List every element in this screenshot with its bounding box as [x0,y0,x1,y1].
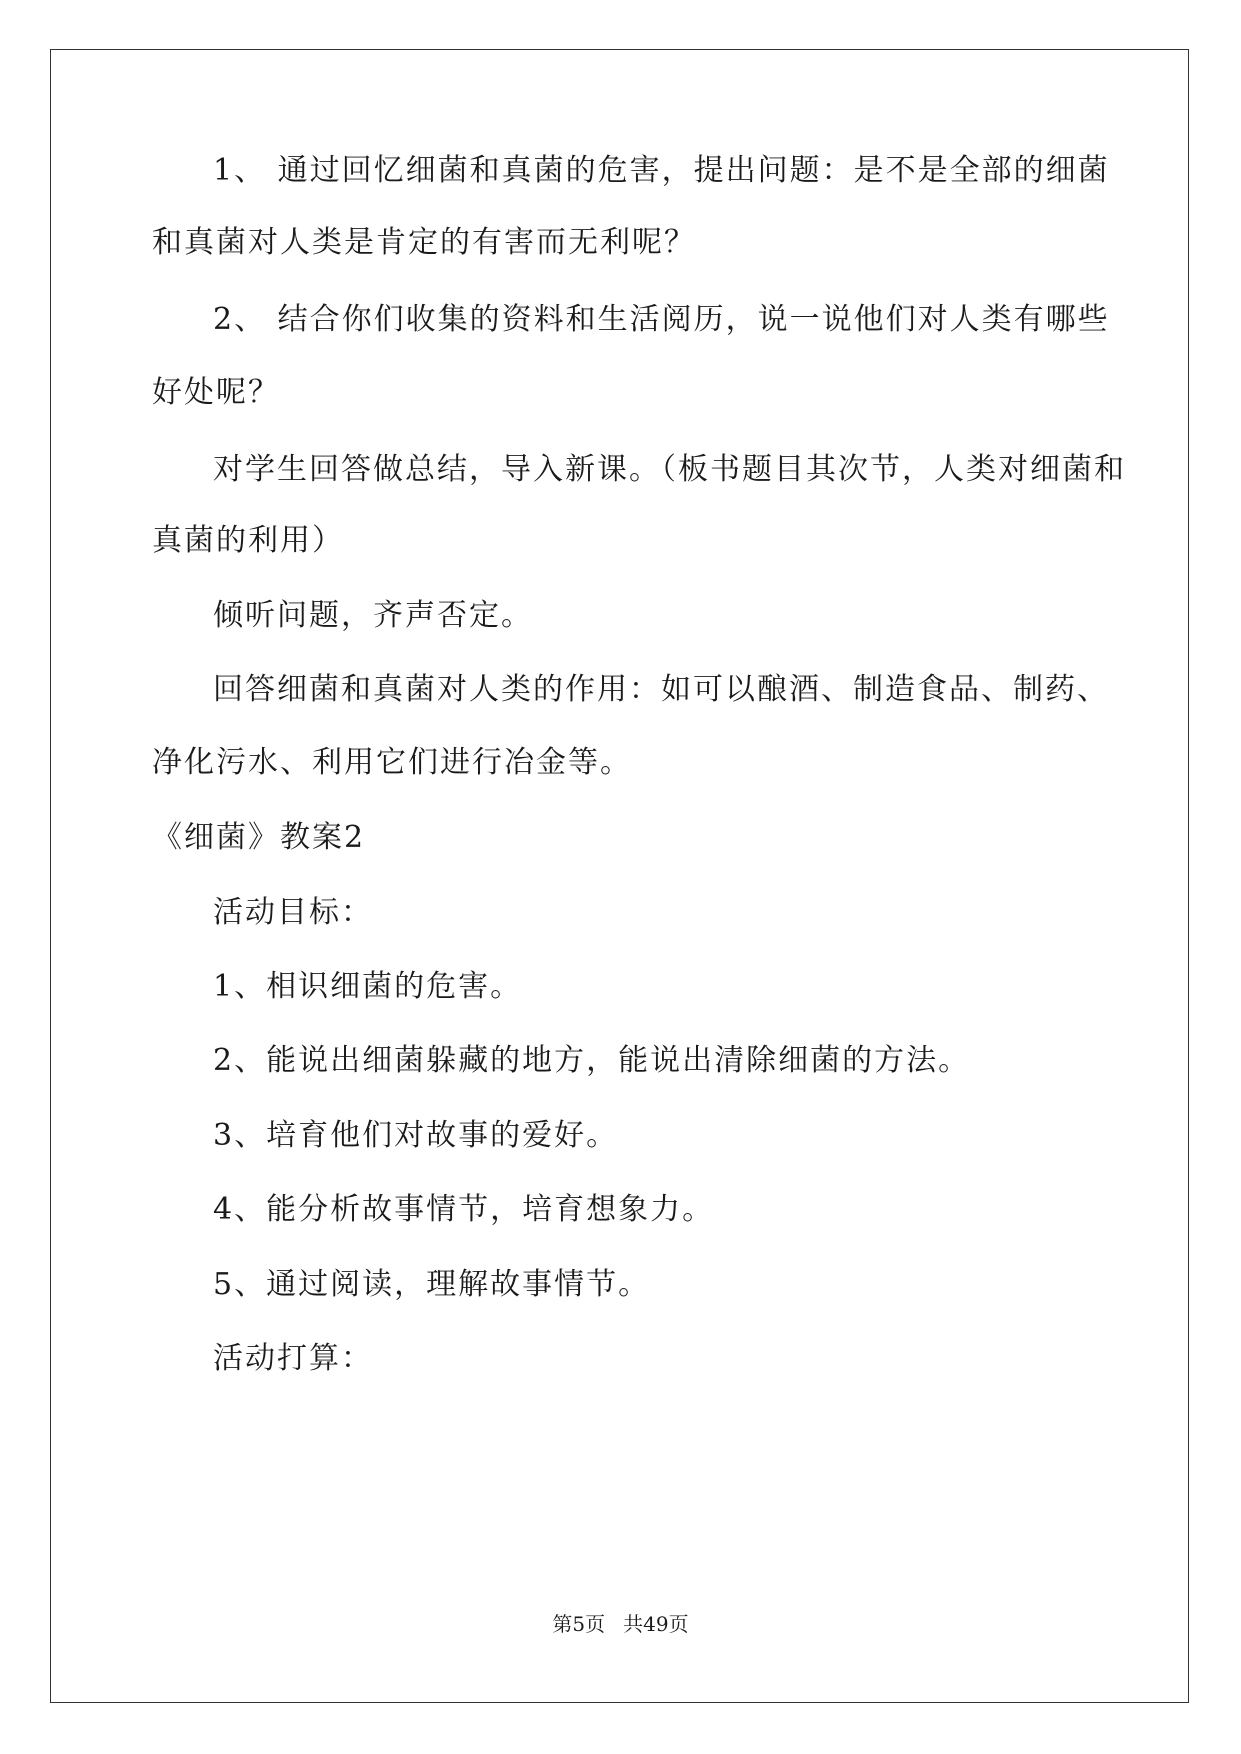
paragraph-1-line-1: 1、 通过回忆细菌和真菌的危害，提出问题：是不是全部的细菌 [213,153,1110,188]
page-border [50,49,1189,1703]
paragraph-5-line-2: 净化污水、利用它们进行冶金等。 [152,745,632,780]
section-heading: 《细菌》教案2 [152,820,366,855]
goal-item-3: 3、培育他们对故事的爱好。 [213,1118,619,1153]
paragraph-2-line-1: 2、 结合你们收集的资料和生活阅历，说一说他们对人类有哪些 [213,302,1110,337]
activity-goals-label: 活动目标： [213,895,373,930]
goal-item-2: 2、能说出细菌躲藏的地方，能说出清除细菌的方法。 [213,1043,971,1078]
paragraph-4: 倾听问题，齐声否定。 [213,598,533,633]
paragraph-5-line-1: 回答细菌和真菌对人类的作用：如可以酿酒、制造食品、制药、 [213,672,1109,707]
total-pages-label: 共49页 [623,1612,689,1636]
paragraph-2-line-2: 好处呢？ [152,375,280,410]
activity-plan-label: 活动打算： [213,1341,373,1376]
goal-item-1: 1、相识细菌的危害。 [213,969,523,1004]
page-footer [0,1610,1241,1638]
goal-item-5: 5、通过阅读，理解故事情节。 [213,1267,651,1302]
paragraph-3-line-1: 对学生回答做总结，导入新课。（板书题目其次节，人类对细菌和 [213,452,1126,487]
paragraph-3-line-2: 真菌的利用） [152,523,344,558]
goal-item-4: 4、能分析故事情节，培育想象力。 [213,1192,715,1227]
current-page-label: 第5页 [552,1612,606,1636]
paragraph-1-line-2: 和真菌对人类是肯定的有害而无利呢？ [152,225,696,260]
